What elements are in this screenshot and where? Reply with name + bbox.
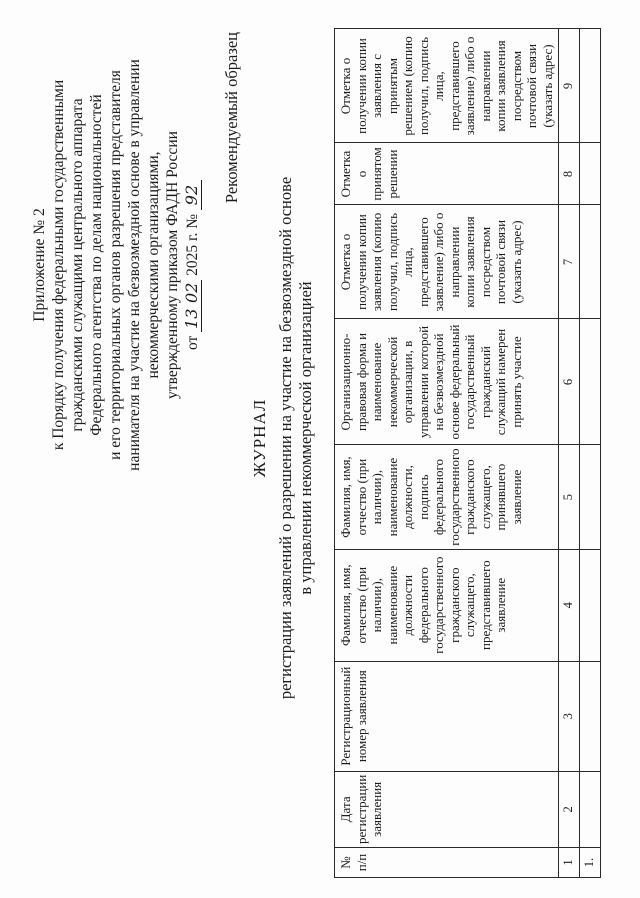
appendix-line: некоммерческими организациями,	[145, 151, 162, 379]
column-header: № п/п	[335, 848, 559, 878]
table-cell	[580, 143, 601, 205]
column-number: 7	[559, 205, 580, 319]
journal-table	[334, 28, 601, 878]
column-header: Организационно-правовая форма и наименование некоммерческой организации, в управлении которой на безвозмездной основе федеральный государственный гражданский служащий намерен принять участие	[335, 319, 559, 445]
recommended-sample-label: Рекомендуемый образец	[222, 32, 241, 204]
column-header: Регистрационный номер заявления	[335, 661, 559, 771]
column-number-row	[559, 29, 580, 878]
date-prefix: от	[184, 335, 201, 350]
column-header: Фамилия, имя, отчество (при наличии), наименование должности федерального государственного гражданского служащего, представившего заявление	[335, 549, 559, 661]
table-row	[580, 29, 601, 878]
appendix-line: гражданскими служащими центрального аппарата	[69, 98, 86, 432]
table-cell	[580, 771, 601, 847]
column-header: Отметка о получении копии заявления (копию получил, подпись лица, представившего заявление) либо о направлении копии заявления посредством почтовой связи (указать адрес)	[335, 205, 559, 319]
column-number: 9	[559, 29, 580, 143]
appendix-line: и его территориальных органов разрешения представителя	[107, 70, 124, 460]
journal-subtitle-line: в управлении некоммерческой организацией	[296, 281, 315, 595]
column-number: 6	[559, 319, 580, 445]
table-cell	[580, 661, 601, 771]
entry-number: 1.	[580, 848, 601, 878]
table-cell	[580, 549, 601, 661]
column-header: Отметка о получении копии заявления с принятым решением (копию получил, подпись лица, представившего заявление) либо о направлении копии заявления посредством почтовой связи (указать адрес)	[335, 29, 559, 143]
table-cell	[580, 29, 601, 143]
handwritten-day: 13	[182, 306, 202, 332]
journal-subtitle-line: регистрации заявлений о разрешении на участие на безвозмездной основе	[276, 176, 295, 700]
appendix-line: к Порядку получения федеральными государственными	[50, 79, 67, 451]
journal-title-block	[250, 58, 316, 818]
table-header-row	[335, 29, 559, 878]
appendix-line: утвержденному приказом ФАДН России	[164, 131, 181, 399]
column-number: 8	[559, 143, 580, 205]
appendix-line: Приложение № 2	[31, 208, 48, 322]
journal-title: ЖУРНАЛ	[250, 398, 269, 478]
handwritten-order-number: 92	[182, 180, 202, 210]
appendix-line: нанимателя на участие на безвозмездной основе в управлении	[126, 59, 143, 471]
appendix-line: Федерального агентства по делам национальностей	[88, 94, 105, 436]
column-header: Фамилия, имя, отчество (при наличии), наименование должности, подпись федерального государственного гражданского служащего, принявшего заявление	[335, 445, 559, 549]
column-number: 5	[559, 445, 580, 549]
column-header: Дата регистрации заявления	[335, 771, 559, 847]
table-cell	[580, 319, 601, 445]
column-number: 2	[559, 771, 580, 847]
appendix-header	[30, 50, 202, 480]
year-text: 2025 г. №	[184, 213, 201, 276]
column-number: 3	[559, 661, 580, 771]
column-number: 1	[559, 848, 580, 878]
column-header: Отметка о принятом решении	[335, 143, 559, 205]
table-cell	[580, 445, 601, 549]
handwritten-month: 02	[182, 280, 202, 306]
column-number: 4	[559, 549, 580, 661]
order-date-line	[182, 50, 202, 480]
table-cell	[580, 205, 601, 319]
